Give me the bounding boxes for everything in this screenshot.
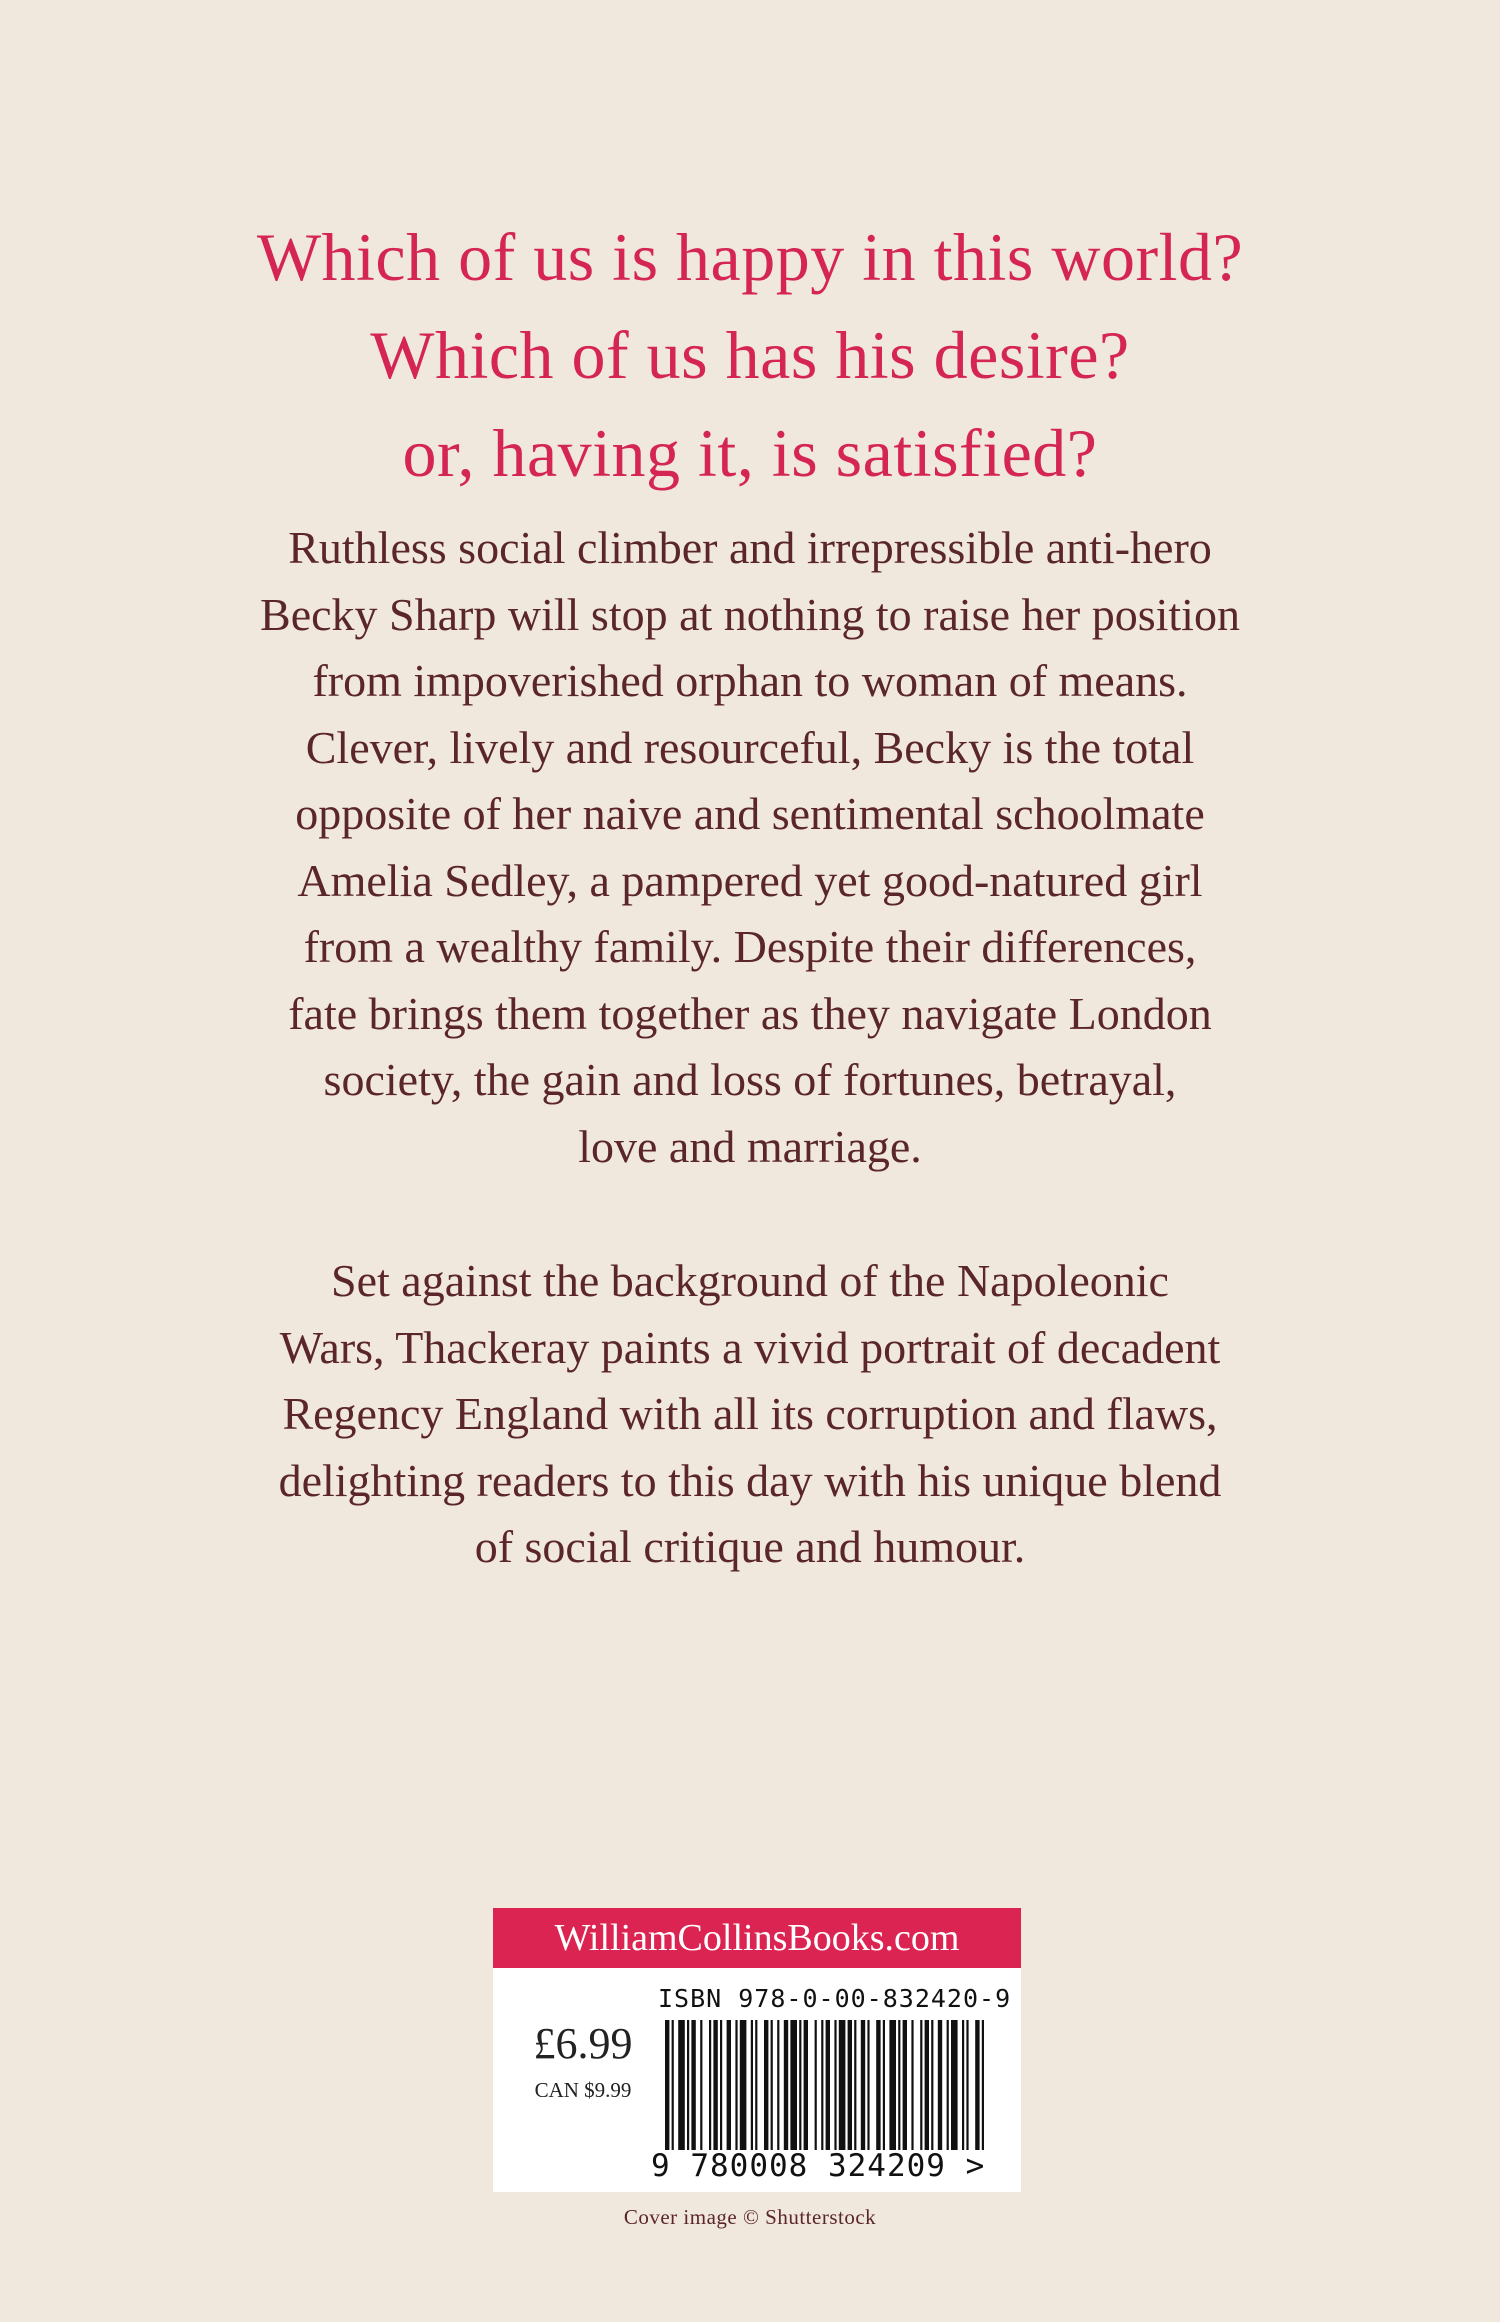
barcode-bar — [713, 2020, 717, 2150]
barcode-bar — [920, 2020, 922, 2150]
barcode-box — [493, 1908, 1021, 2192]
barcode-bar — [672, 2020, 674, 2150]
barcode-bars — [665, 2020, 987, 2150]
barcode-bar — [678, 2020, 685, 2150]
blurb-paragraph-1 — [0, 515, 1500, 1180]
barcode-bar — [982, 2020, 984, 2150]
barcode-bar — [727, 2020, 731, 2150]
barcode-bar — [951, 2020, 958, 2150]
barcode-bar — [848, 2020, 852, 2150]
blurb-line: Becky Sharp will stop at nothing to raise her position — [260, 588, 1240, 640]
website-banner: WilliamCollinsBooks.com — [493, 1908, 1021, 1968]
blurb-line: fate brings them together as they navigate London — [288, 987, 1212, 1039]
barcode-bar — [687, 2020, 689, 2150]
blurb-paragraph-2 — [0, 1248, 1500, 1581]
barcode-bar — [777, 2020, 779, 2150]
barcode-bar — [883, 2020, 885, 2150]
blurb-line: delighting readers to this day with his unique blend — [278, 1454, 1222, 1506]
barcode-bar — [784, 2020, 788, 2150]
blurb-line: of social critique and humour. — [474, 1521, 1026, 1572]
barcode-bar — [691, 2020, 695, 2150]
blurb-line: Clever, lively and resourceful, Becky is the total — [305, 721, 1195, 773]
barcode-bar — [665, 2020, 669, 2150]
barcode-bar — [764, 2020, 768, 2150]
barcode-bar — [925, 2020, 929, 2150]
barcode-bar — [771, 2020, 773, 2150]
barcode-bar — [740, 2020, 747, 2150]
barcode-bar — [889, 2020, 896, 2150]
barcode-bar — [826, 2020, 830, 2150]
barcode-bar — [938, 2020, 942, 2150]
barcode-bar — [911, 2020, 913, 2150]
blurb-line: society, the gain and loss of fortunes, betrayal, — [323, 1054, 1177, 1105]
barcode-bar — [966, 2020, 968, 2150]
barcode-bar — [821, 2020, 823, 2150]
barcode-bar — [962, 2020, 964, 2150]
quote-line-1: Which of us is happy in this world? — [256, 219, 1244, 295]
barcode-bar — [720, 2020, 722, 2150]
barcode-bar — [903, 2020, 907, 2150]
blurb-line: Amelia Sedley, a pampered yet good-natured girl — [297, 854, 1203, 906]
barcode-bar — [755, 2020, 757, 2150]
barcode-bar — [815, 2020, 817, 2150]
barcode-bar — [751, 2020, 753, 2150]
barcode-bar — [876, 2020, 880, 2150]
cover-credit: Cover image © Shutterstock — [623, 2205, 877, 2229]
quote-line-2: Which of us has his desire? — [370, 317, 1130, 393]
blurb-line: Set against the background of the Napoleonic — [331, 1255, 1169, 1306]
blurb-line: Regency England with all its corruption and flaws, — [282, 1388, 1218, 1439]
barcode-bar — [854, 2020, 856, 2150]
barcode-bar — [700, 2020, 702, 2150]
blurb-line: from impoverished orphan to woman of means. — [312, 655, 1188, 706]
barcode-bar — [709, 2020, 711, 2150]
price-can: CAN $9.99 — [534, 2078, 632, 2102]
barcode-bar — [735, 2020, 737, 2150]
barcode-bar — [867, 2020, 869, 2150]
barcode-bar — [834, 2020, 836, 2150]
barcode-bar — [861, 2020, 865, 2150]
blurb-line: Wars, Thackeray paints a vivid portrait of decadent — [279, 1321, 1221, 1373]
barcode-digits: 9 780008 324209 > — [651, 2148, 986, 2184]
barcode-bar — [931, 2020, 933, 2150]
barcode-bar — [898, 2020, 900, 2150]
barcode-bar — [790, 2020, 797, 2150]
barcode-bar — [947, 2020, 949, 2150]
barcode-bar — [839, 2020, 846, 2150]
isbn-label: ISBN 978-0-00-832420-9 — [658, 1984, 1012, 2013]
quote-line-3: or, having it, is satisfied? — [402, 415, 1098, 491]
blurb-line: love and marriage. — [578, 1120, 922, 1172]
barcode-bar — [975, 2020, 979, 2150]
barcode-bar — [804, 2020, 808, 2150]
blurb-line: opposite of her naive and sentimental schoolmate — [295, 788, 1205, 839]
blurb-line: from a wealthy family. Despite their differences, — [303, 921, 1197, 972]
price-uk: £6.99 — [533, 2019, 633, 2068]
blurb-line: Ruthless social climber and irrepressible anti-hero — [288, 522, 1212, 573]
pull-quote — [0, 208, 1500, 502]
barcode-bar — [799, 2020, 801, 2150]
